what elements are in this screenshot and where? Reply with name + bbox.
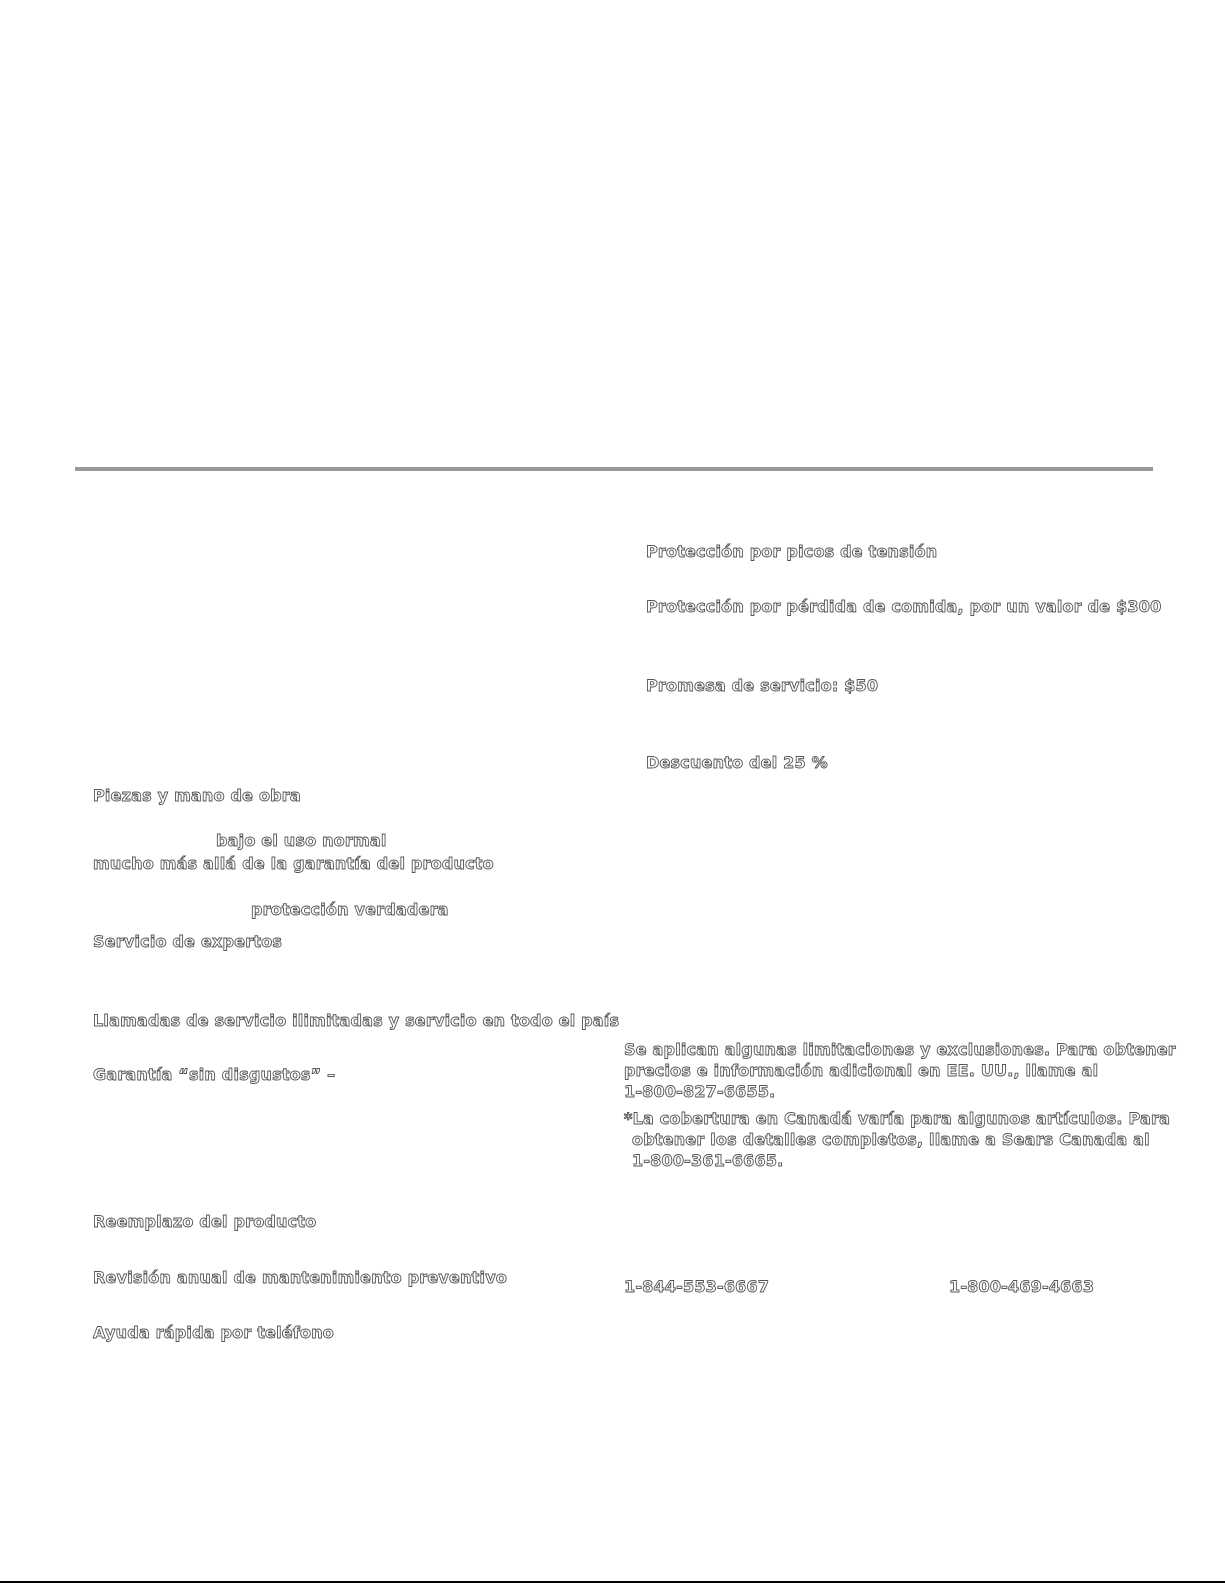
phone-number-ca: 1-800-469-4663 <box>949 1277 1095 1296</box>
limitations-line: precios e información adicional en EE. UU., llame al <box>624 1061 1099 1080</box>
surge-protection-heading: Protección por picos de tensión <box>646 542 938 561</box>
canada-line: 1-800-361-6665. <box>632 1151 784 1170</box>
discount-heading: Descuento del 25 % <box>646 753 828 772</box>
limitations-paragraph <box>624 1039 1176 1102</box>
beyond-warranty-text: mucho más allá de la garantía del producto <box>93 854 494 873</box>
canada-paragraph <box>624 1108 1170 1171</box>
page-bottom-border <box>0 1581 1225 1583</box>
true-protection-text: protección verdadera <box>251 900 449 919</box>
unlimited-calls-heading: Llamadas de servicio ilimitadas y servicio en todo el país <box>93 1011 620 1030</box>
food-loss-heading: Protección por pérdida de comida, por un valor de $300 <box>646 597 1162 616</box>
canada-line: *La cobertura en Canadá varía para algunos artículos. Para <box>624 1109 1171 1128</box>
limitations-line: Se aplican algunas limitaciones y exclusiones. Para obtener <box>624 1040 1176 1059</box>
product-replacement-heading: Reemplazo del producto <box>93 1212 317 1231</box>
section-divider <box>75 467 1153 471</box>
no-hassle-heading: Garantía “sin disgustos” – <box>93 1065 336 1084</box>
annual-checkup-heading: Revisión anual de mantenimiento preventivo <box>93 1268 508 1287</box>
normal-use-text: bajo el uso normal <box>216 831 387 850</box>
phone-help-heading: Ayuda rápida por teléfono <box>93 1323 334 1342</box>
phone-number-us: 1-844-553-6667 <box>624 1277 770 1296</box>
canada-line: obtener los detalles completos, llame a Sears Canada al <box>632 1130 1150 1149</box>
service-promise-heading: Promesa de servicio: $50 <box>646 676 879 695</box>
limitations-line: 1-800-827-6655. <box>624 1082 776 1101</box>
expert-service-heading: Servicio de expertos <box>93 932 283 951</box>
parts-labor-heading: Piezas y mano de obra <box>93 786 301 805</box>
